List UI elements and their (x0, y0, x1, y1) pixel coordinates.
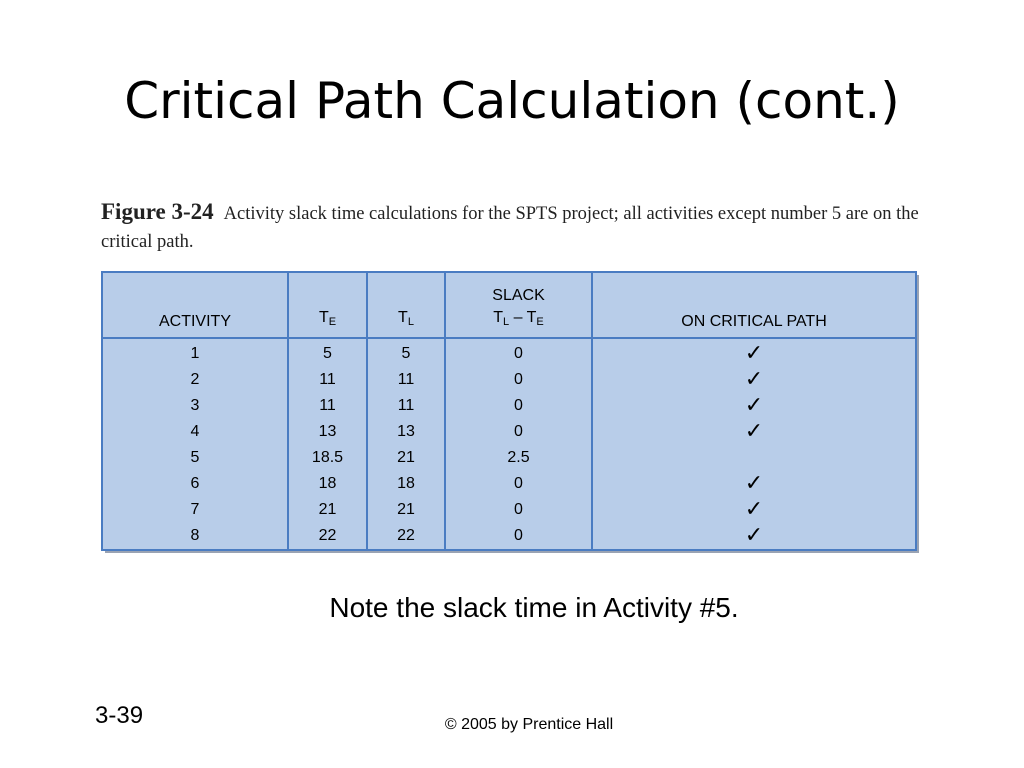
header-slack-title: SLACK (492, 287, 545, 304)
table-row (102, 367, 916, 393)
table-row (102, 338, 916, 367)
cell-slack: 0 (445, 338, 592, 367)
header-tl: $T_L$ (367, 272, 445, 338)
header-slack-formula: $T_L - T_E$ (493, 309, 544, 328)
table-header-row (102, 272, 916, 338)
slide-title: Critical Path Calculation (cont.) (124, 72, 900, 130)
figure-label: Figure 3-24 (101, 199, 214, 224)
cell-te: 22 (288, 523, 367, 550)
figure-caption-text: Activity slack time calculations for the SPTS project; all activities except number 5 are on the critical path. (101, 204, 919, 252)
cell-te: 21 (288, 497, 367, 523)
cell-activity: 2 (190, 371, 200, 388)
slack-table (101, 271, 917, 551)
cell-activity: 4 (190, 423, 200, 440)
cell-slack: 2.5 (445, 445, 592, 471)
cell-tl: 22 (367, 523, 445, 550)
cell-slack: 0 (445, 497, 592, 523)
cell-activity: 8 (190, 527, 200, 544)
cell-activity: 3 (190, 397, 200, 414)
table-row (102, 497, 916, 523)
cell-activity: 6 (190, 475, 200, 492)
cell-activity: 5 (190, 449, 200, 466)
cell-tl: 5 (367, 338, 445, 367)
cell-tl: 21 (367, 445, 445, 471)
cell-te: 18 (288, 471, 367, 497)
checkmark-icon: ✓ (592, 393, 916, 419)
table-row (102, 445, 916, 471)
cell-tl: 18 (367, 471, 445, 497)
checkmark-icon (592, 445, 916, 471)
cell-activity: 7 (190, 501, 200, 518)
header-te: $T_E$ (288, 272, 367, 338)
cell-te: 11 (288, 367, 367, 393)
copyright-footer: © 2005 by Prentice Hall (444, 716, 614, 733)
checkmark-icon: ✓ (592, 419, 916, 445)
cell-te: 11 (288, 393, 367, 419)
cell-te: 13 (288, 419, 367, 445)
cell-tl: 13 (367, 419, 445, 445)
cell-slack: 0 (445, 393, 592, 419)
checkmark-icon: ✓ (592, 471, 916, 497)
checkmark-icon: ✓ (592, 523, 916, 550)
table-row (102, 471, 916, 497)
checkmark-icon: ✓ (592, 367, 916, 393)
cell-slack: 0 (445, 367, 592, 393)
slide-note: Note the slack time in Activity #5. (329, 592, 739, 623)
table-row (102, 419, 916, 445)
slack-table-container (101, 271, 915, 549)
cell-te: 5 (288, 338, 367, 367)
checkmark-icon: ✓ (592, 338, 916, 367)
header-activity: ACTIVITY (102, 272, 288, 338)
cell-activity: 1 (190, 345, 200, 362)
cell-tl: 21 (367, 497, 445, 523)
slide-number: 3-39 (95, 702, 144, 729)
checkmark-icon: ✓ (592, 497, 916, 523)
header-critical-path: ON CRITICAL PATH (592, 272, 916, 338)
cell-slack: 0 (445, 523, 592, 550)
cell-slack: 0 (445, 419, 592, 445)
table-row (102, 523, 916, 550)
cell-tl: 11 (367, 393, 445, 419)
cell-te: 18.5 (288, 445, 367, 471)
table-row (102, 393, 916, 419)
header-slack (445, 272, 592, 338)
cell-tl: 11 (367, 367, 445, 393)
cell-slack: 0 (445, 471, 592, 497)
figure-caption (101, 198, 921, 256)
